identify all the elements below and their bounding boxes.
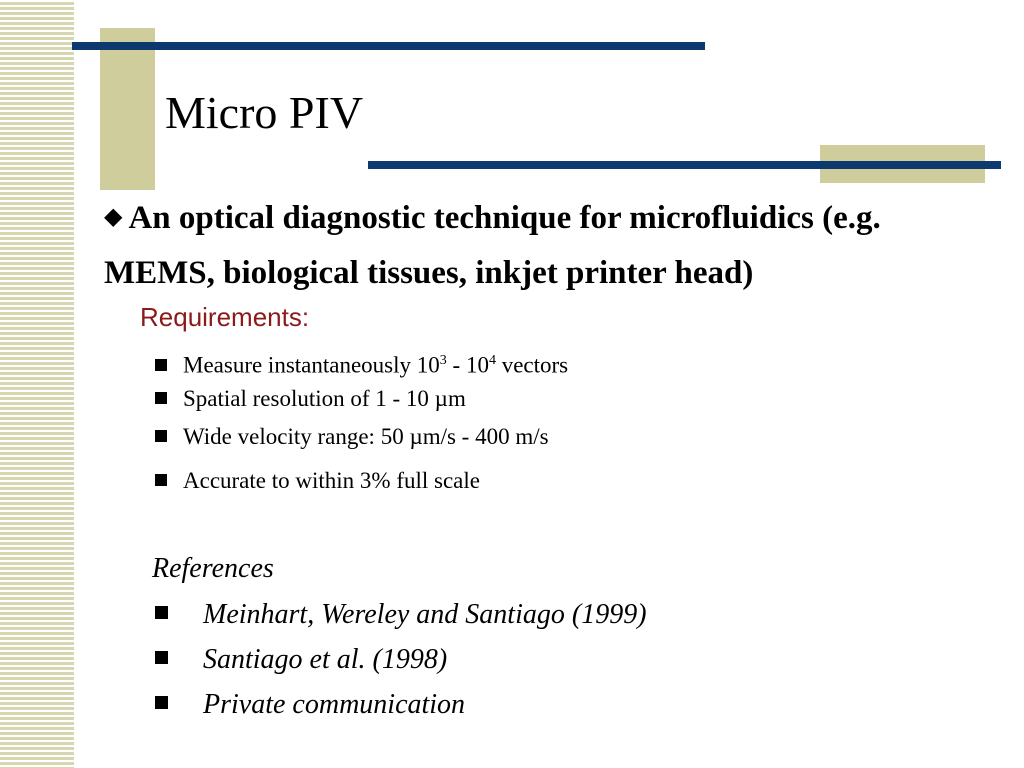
requirements-heading: Requirements: [140, 302, 310, 332]
square-bullet-icon [155, 392, 167, 404]
decorative-rule-top [72, 42, 705, 50]
reference-item: Santiago et al. (1998) [155, 643, 447, 677]
decorative-stripe-band [0, 0, 74, 768]
square-bullet-icon [155, 430, 167, 442]
requirement-item: Measure instantaneously $10^3 - 10^4$ vectors [155, 346, 568, 381]
main-bullet-text: An optical diagnostic technique for microfluidics (e.g. MEMS, biological tissues, inkjet printer head) [104, 200, 881, 291]
square-bullet-icon [155, 606, 168, 619]
reference-item: Private communication [155, 688, 465, 722]
references-heading: References [152, 553, 274, 584]
decorative-accent-block-left [100, 28, 155, 190]
square-bullet-icon [155, 651, 168, 664]
square-bullet-icon [155, 359, 167, 371]
requirement-item: Accurate to within 3% full scale [155, 466, 480, 496]
decorative-rule-middle [368, 161, 1001, 169]
diamond-bullet-icon: ◆ [104, 204, 123, 230]
main-bullet [104, 190, 984, 301]
requirement-item: Spatial resolution of 1 - 10 µm [155, 384, 466, 414]
square-bullet-icon [155, 474, 167, 486]
slide-title: Micro PIV [165, 87, 364, 138]
reference-item: Meinhart, Wereley and Santiago (1999) [155, 598, 647, 632]
square-bullet-icon [155, 696, 168, 709]
requirement-item: Wide velocity range: 50 µm/s - 400 m/s [155, 422, 549, 452]
